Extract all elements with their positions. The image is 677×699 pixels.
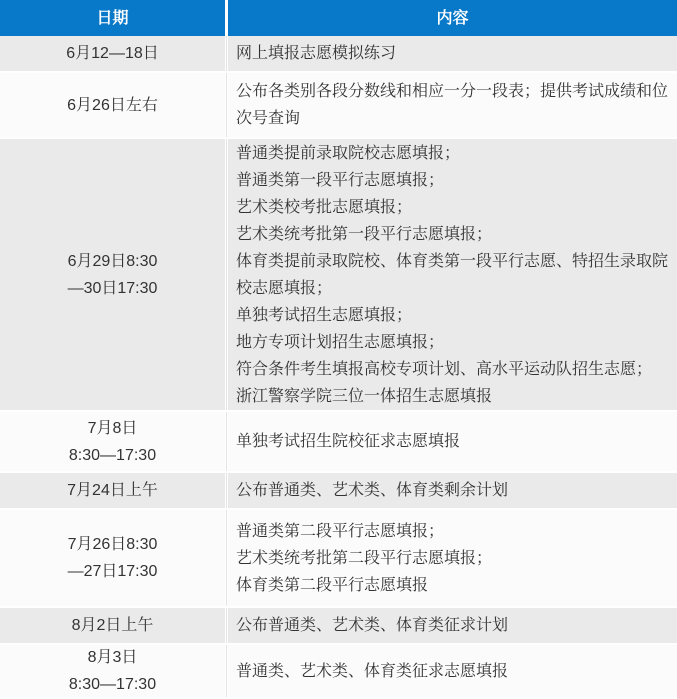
header-date-label: 日期 — [96, 9, 129, 27]
content-line: 艺术类统考批第二段平行志愿填报； — [236, 549, 493, 567]
table-row — [0, 510, 677, 606]
table-header-row — [0, 0, 677, 36]
table-row — [0, 412, 677, 471]
content-line: 单独考试招生院校征求志愿填报 — [236, 433, 461, 450]
table-row — [0, 608, 677, 643]
date-line: 6月12—18日 — [66, 45, 159, 62]
content-line: 符合条件考生填报高校专项计划、高水平运动队招生志愿； — [236, 360, 653, 378]
date-line: 7月8日 — [87, 419, 138, 437]
content-line: 普通类第二段平行志愿填报； — [236, 522, 445, 540]
date-line: 8月2日上午 — [71, 617, 154, 634]
content-cell — [228, 412, 677, 471]
header-cell-content — [228, 0, 677, 36]
date-line: 8:30—17:30 — [68, 676, 157, 693]
content-cell — [228, 510, 677, 606]
content-cell — [228, 139, 677, 410]
date-line: 7月24日上午 — [67, 482, 158, 499]
content-line: 体育类第二段平行志愿填报 — [236, 576, 429, 594]
content-line: 地方专项计划招生志愿填报； — [236, 333, 445, 351]
content-line: 普通类第一段平行志愿填报； — [236, 171, 445, 189]
date-line: 8月3日 — [87, 649, 138, 666]
table-row — [0, 36, 677, 71]
date-cell — [0, 139, 225, 410]
table-body — [0, 36, 677, 697]
date-line: 7月26日8:30 — [67, 536, 158, 553]
table-row — [0, 139, 677, 410]
date-line: —30日17:30 — [67, 279, 158, 297]
date-line: 8:30—17:30 — [68, 446, 157, 464]
content-line: 公布普通类、艺术类、体育类征求计划 — [236, 617, 509, 634]
content-cell — [228, 645, 677, 697]
date-cell — [0, 36, 225, 71]
date-cell — [0, 412, 225, 471]
content-line: 单独考试招生志愿填报； — [236, 306, 413, 324]
date-cell — [0, 473, 225, 508]
table-row — [0, 73, 677, 137]
content-line: 公布普通类、艺术类、体育类剩余计划 — [236, 482, 509, 499]
date-cell — [0, 510, 225, 606]
content-line: 艺术类校考批志愿填报； — [236, 198, 413, 216]
date-line: 6月26日左右 — [67, 96, 158, 114]
content-line: 体育类提前录取院校、体育类第一段平行志愿、特招生录取院校志愿填报； — [236, 252, 669, 297]
header-content-label: 内容 — [436, 9, 469, 27]
date-line: 6月29日8:30 — [67, 252, 158, 270]
table-row — [0, 473, 677, 508]
header-cell-date — [0, 0, 225, 36]
date-cell — [0, 645, 225, 697]
content-line: 艺术类统考批第一段平行志愿填报； — [236, 225, 493, 243]
date-line: —27日17:30 — [67, 563, 158, 580]
content-line: 公布各类别各段分数线和相应一分一段表；提供考试成绩和位次号查询 — [236, 83, 669, 127]
content-line: 普通类、艺术类、体育类征求志愿填报 — [236, 662, 509, 680]
content-cell — [228, 473, 677, 508]
content-line: 普通类提前录取院校志愿填报； — [236, 144, 461, 162]
content-line: 网上填报志愿模拟练习 — [236, 45, 397, 62]
date-cell — [0, 73, 225, 137]
content-cell — [228, 73, 677, 137]
content-cell — [228, 36, 677, 71]
content-cell — [228, 608, 677, 643]
table-row — [0, 645, 677, 697]
date-cell — [0, 608, 225, 643]
content-line: 浙江警察学院三位一体招生志愿填报 — [236, 387, 493, 405]
